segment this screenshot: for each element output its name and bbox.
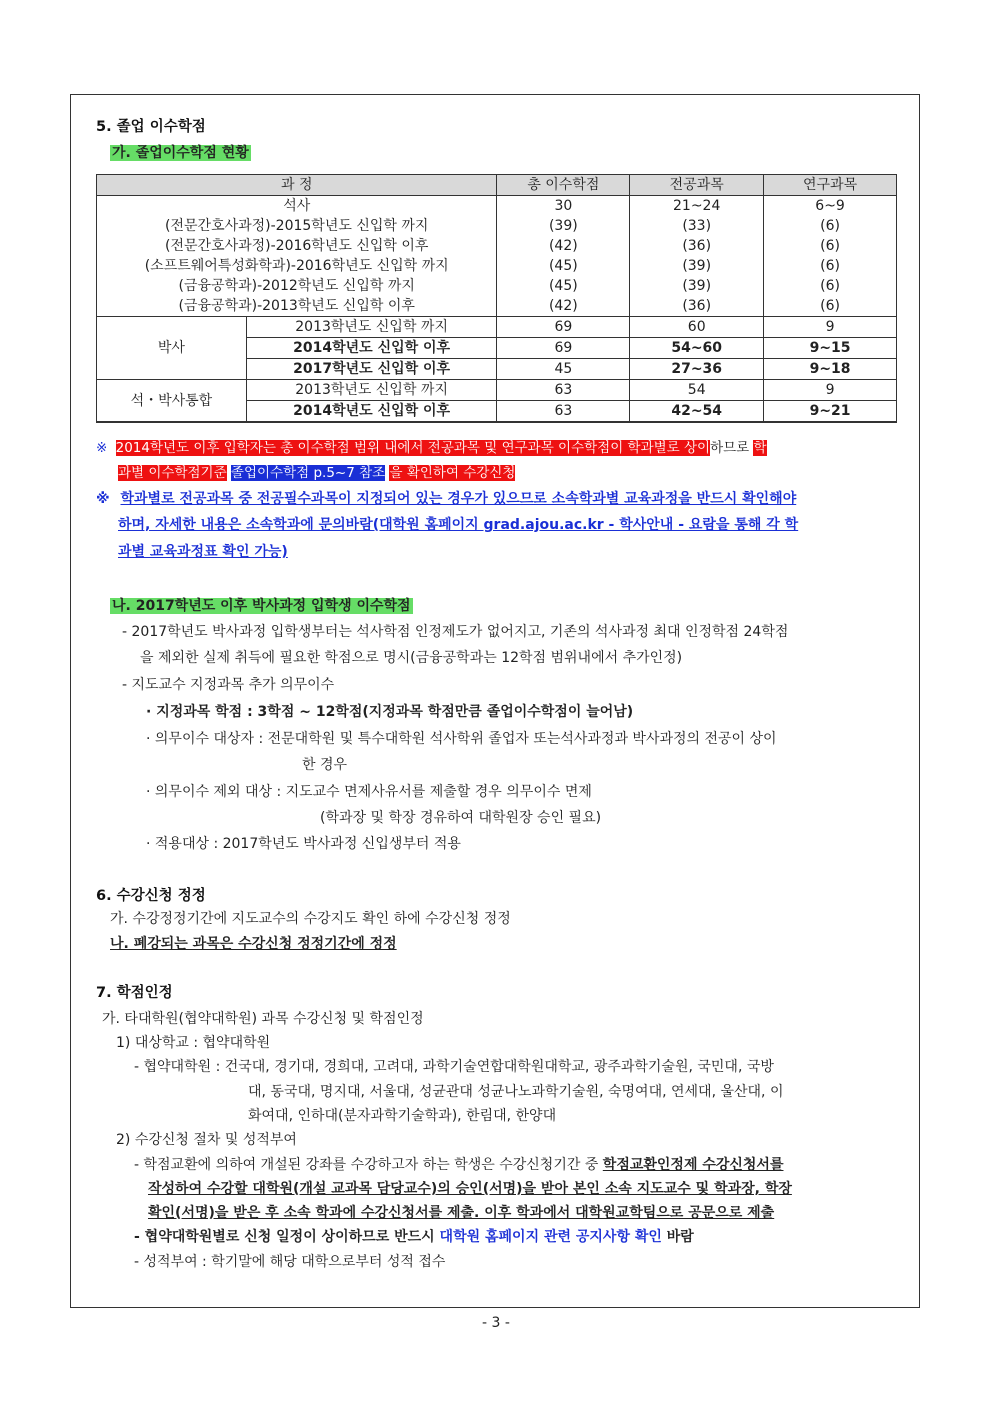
table-row (97, 296, 897, 317)
section-7-line-3: - 협약대학원 : 건국대, 경기대, 경희대, 고려대, 과학기술연합대학원대학교, 광주과학기술원, 국민대, 국방 (134, 1059, 774, 1075)
cell-major: 27~36 (630, 359, 764, 380)
cell-research: (6) (764, 256, 897, 276)
cell-major: (39) (630, 276, 764, 296)
cell-major: 42~54 (630, 401, 764, 423)
cell-research: (6) (764, 296, 897, 317)
section-5b-line-4: · 지정과목 학점 : 3학점 ~ 12학점(지정과목 학점만큼 졸업이수학점이 늘어남) (146, 704, 634, 720)
table-header-row (97, 175, 897, 196)
table-row (97, 380, 897, 401)
phd-label: 박사 (97, 317, 247, 380)
section-7-line-2: 1) 대상학교 : 협약대학원 (116, 1035, 271, 1051)
row-label: 2017학년도 신입학 이후 (246, 359, 497, 380)
section-7-line-1: 가. 타대학원(협약대학원) 과목 수강신청 및 학점인정 (102, 1011, 424, 1027)
cell-major: 60 (630, 317, 764, 338)
cell-total: (45) (497, 256, 630, 276)
th-research: 연구과목 (764, 175, 897, 196)
table-row (97, 236, 897, 256)
note-mark: ※ (96, 440, 108, 456)
th-total: 총 이수학점 (497, 175, 630, 196)
table-row (97, 276, 897, 296)
row-label: (전문간호사과정)-2015학년도 신입학 까지 (97, 216, 497, 236)
combined-label: 석・박사통합 (97, 380, 247, 423)
section-5b-line-3: - 지도교수 지정과목 추가 의무이수 (122, 677, 335, 693)
section-7-line-5: 화여대, 인하대(분자과학기술학과), 한림대, 한양대 (248, 1108, 557, 1124)
cell-major: (39) (630, 256, 764, 276)
table-row (97, 317, 897, 338)
cell-research: (6) (764, 236, 897, 256)
section-5b-line-7: · 의무이수 제외 대상 : 지도교수 면제사유서를 제출할 경우 의무이수 면제 (146, 784, 592, 800)
row-label: (전문간호사과정)-2016학년도 신입학 이후 (97, 236, 497, 256)
section-5b-line-9: · 적용대상 : 2017학년도 박사과정 신입생부터 적용 (146, 836, 461, 852)
note-1-instruction: 을 확인하여 수강신청 (389, 465, 516, 481)
section-7-title: 7. 학점인정 (96, 985, 173, 1001)
th-major: 전공과목 (630, 175, 764, 196)
cell-total: 30 (497, 196, 630, 217)
table-row (97, 256, 897, 276)
note-1-highlight-end: 학 (753, 440, 767, 456)
section-6-title: 6. 수강신청 정정 (96, 888, 206, 904)
note-2-line-2: 하며, 자세한 내용은 소속학과에 문의바람(대학원 홈페이지 grad.ajou.ac.kr - 학사안내 - 요람을 통해 각 학 (118, 517, 799, 533)
cell-research: 9~15 (764, 338, 897, 359)
cell-total: (42) (497, 236, 630, 256)
note-2-line-1 (96, 489, 796, 509)
section-5-title: 5. 졸업 이수학점 (96, 119, 206, 135)
note-1-line-1 (96, 438, 767, 458)
page-number: - 3 - (482, 1315, 510, 1331)
section-7-line-6: 2) 수강신청 절차 및 성적부여 (116, 1132, 297, 1148)
section-7-line-8: 작성하여 수강할 대학원(개설 교과목 담당교수)의 승인(서명)을 받아 본인 소속 지도교수 및 학과장, 학장 (148, 1181, 792, 1197)
row-label: (금융공학과)-2012학년도 신입학 까지 (97, 276, 497, 296)
cell-total: 63 (497, 401, 630, 423)
cell-research: 9~21 (764, 401, 897, 423)
section-7-line-7-text: - 학점교환에 의하여 개설된 강좌를 수강하고자 하는 학생은 수강신청기간 중 (134, 1157, 603, 1173)
cell-major: 54~60 (630, 338, 764, 359)
section-7-line-7-emph: 학점교환인정제 수강신청서를 (602, 1157, 784, 1173)
row-label: 석사 (97, 196, 497, 217)
section-6-line-2: 나. 폐강되는 과목은 수강신청 정정기간에 정정 (110, 936, 397, 952)
section-6-line-1: 가. 수강정정기간에 지도교수의 수강지도 확인 하에 수강신청 정정 (110, 911, 511, 927)
section-7-line-7 (134, 1155, 783, 1175)
graduation-credits-table (96, 174, 897, 423)
section-7-line-10-link: 대학원 홈페이지 관련 공지사항 확인 (439, 1229, 662, 1245)
section-5b-line-1: - 2017학년도 박사과정 입학생부터는 석사학점 인정제도가 없어지고, 기존의 석사과정 최대 인정학점 24학점 (122, 624, 789, 640)
cell-total: (45) (497, 276, 630, 296)
section-7-line-10 (134, 1227, 694, 1247)
section-5a-title-text: 가. 졸업이수학점 현황 (112, 145, 249, 161)
section-5b-line-8: (학과장 및 학장 경유하여 대학원장 승인 필요) (320, 810, 602, 826)
row-label: 2014학년도 신입학 이후 (246, 401, 497, 423)
cell-total: 63 (497, 380, 630, 401)
cell-research: (6) (764, 216, 897, 236)
cell-major: 54 (630, 380, 764, 401)
section-5b-line-5: · 의무이수 대상자 : 전문대학원 및 특수대학원 석사학위 졸업자 또는석사과정과 박사과정의 전공이 상이 (146, 731, 777, 747)
cell-total: 69 (497, 338, 630, 359)
section-5b-line-6: 한 경우 (302, 757, 348, 773)
row-label: (금융공학과)-2013학년도 신입학 이후 (97, 296, 497, 317)
note-1-text: 하므로 (710, 440, 750, 456)
cell-major: (33) (630, 216, 764, 236)
cell-total: (42) (497, 296, 630, 317)
note-1-page-ref: 졸업이수학점 p.5~7 참조 (230, 465, 386, 481)
cell-total: 69 (497, 317, 630, 338)
cell-research: 9 (764, 317, 897, 338)
row-label: 2014학년도 신입학 이후 (246, 338, 497, 359)
row-label: 2013학년도 신입학 까지 (246, 317, 497, 338)
note-2-line-3: 과별 교육과정표 확인 가능) (118, 544, 288, 560)
cell-research: (6) (764, 276, 897, 296)
row-label: 2013학년도 신입학 까지 (246, 380, 497, 401)
cell-total: (39) (497, 216, 630, 236)
note-1-highlight: 2014학년도 이후 입학자는 총 이수학점 범위 내에서 전공과목 및 연구과목 이수학점이 학과별로 상이 (115, 440, 711, 456)
cell-research: 9 (764, 380, 897, 401)
section-5a-title (110, 143, 251, 163)
section-5b-title-text: 나. 2017학년도 이후 박사과정 입학생 이수학점 (112, 598, 411, 614)
cell-major: (36) (630, 236, 764, 256)
table-row (97, 216, 897, 236)
section-7-line-4: 대, 동국대, 명지대, 서울대, 성균관대 성균나노과학기술원, 숙명여대, 연세대, 울산대, 이 (248, 1084, 784, 1100)
row-label: (소프트웨어특성화학과)-2016학년도 신입학 까지 (97, 256, 497, 276)
cell-research: 6~9 (764, 196, 897, 217)
cell-total: 45 (497, 359, 630, 380)
cell-major: 21~24 (630, 196, 764, 217)
cell-major: (36) (630, 296, 764, 317)
note-2-text-1: 학과별로 전공과목 중 전공필수과목이 지정되어 있는 경우가 있으므로 소속학과별 교육과정을 반드시 확인해야 (120, 491, 797, 507)
cell-research: 9~18 (764, 359, 897, 380)
section-7-line-10-end: 바람 (661, 1229, 694, 1245)
note-1-line-2 (118, 463, 515, 483)
note-1-criteria: 과별 이수학점기준 (118, 465, 227, 481)
section-5b-line-2: 을 제외한 실제 취득에 필요한 학점으로 명시(금융공학과는 12학점 범위내에서 추가인정) (140, 650, 683, 666)
note-mark: ※ (96, 491, 110, 507)
section-5b-title (110, 596, 413, 616)
th-course: 과 정 (97, 175, 497, 196)
section-7-line-10-text: - 협약대학원별로 신청 일정이 상이하므로 반드시 (134, 1229, 440, 1245)
table-row (97, 196, 897, 217)
section-7-line-11: - 성적부여 : 학기말에 해당 대학으로부터 성적 접수 (134, 1254, 446, 1270)
section-7-line-9: 확인(서명)을 받은 후 소속 학과에 수강신청서를 제출. 이후 학과에서 대학원교학팀으로 공문으로 제출 (148, 1205, 775, 1221)
